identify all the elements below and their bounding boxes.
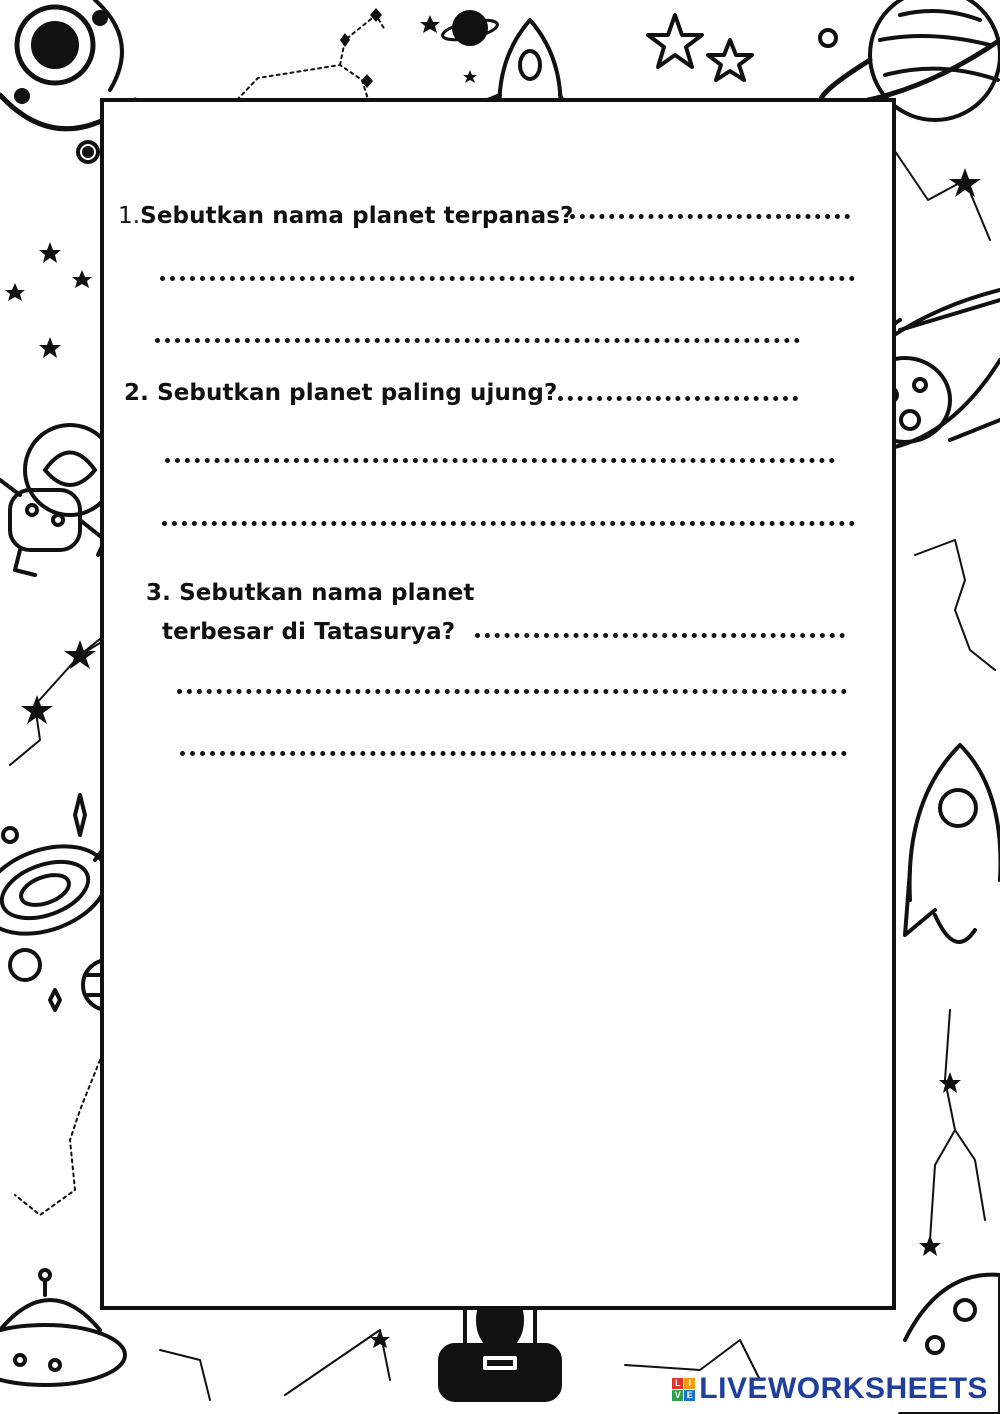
question-3-line2: [162, 619, 455, 645]
logo-letter-l: L: [672, 1378, 683, 1389]
answer-line-2a[interactable]: [558, 396, 798, 401]
logo-letter-v: V: [672, 1390, 683, 1401]
liveworksheets-logo: [672, 1372, 988, 1406]
answer-line-1b[interactable]: [160, 276, 855, 281]
saturn-icon: [441, 12, 499, 44]
answer-line-1a[interactable]: [570, 214, 850, 219]
constellation-icon: [882, 132, 990, 240]
question-2-number: 2.: [124, 380, 149, 406]
star-icon: [648, 15, 752, 80]
question-1-number: 1.: [118, 203, 141, 229]
answer-line-1c[interactable]: [155, 338, 800, 343]
logo-letter-i: I: [684, 1378, 695, 1389]
live-logo-icon: [672, 1378, 695, 1401]
answer-line-3a[interactable]: [475, 633, 845, 638]
question-2: [124, 380, 557, 406]
constellation-icon: [15, 1060, 100, 1215]
logo-letter-e: E: [684, 1390, 695, 1401]
answer-line-2b[interactable]: [165, 458, 835, 463]
question-1-text: Sebutkan nama planet terpanas?: [140, 203, 574, 229]
brand-name: LIVEWORKSHEETS: [699, 1372, 988, 1405]
astronaut-icon: [0, 425, 115, 575]
question-1: [118, 203, 573, 229]
question-3-number: 3.: [146, 580, 171, 606]
answer-line-2c[interactable]: [162, 521, 855, 526]
answer-line-3b[interactable]: [177, 689, 847, 694]
question-3-text: Sebutkan nama planet: [179, 580, 475, 606]
question-2-text: Sebutkan planet paling ujung?: [157, 380, 558, 406]
answer-line-3c[interactable]: [180, 751, 847, 756]
question-3-text-line2: terbesar di Tatasurya?: [162, 619, 456, 645]
constellation-icon: [915, 540, 995, 1240]
question-3: [146, 580, 474, 606]
